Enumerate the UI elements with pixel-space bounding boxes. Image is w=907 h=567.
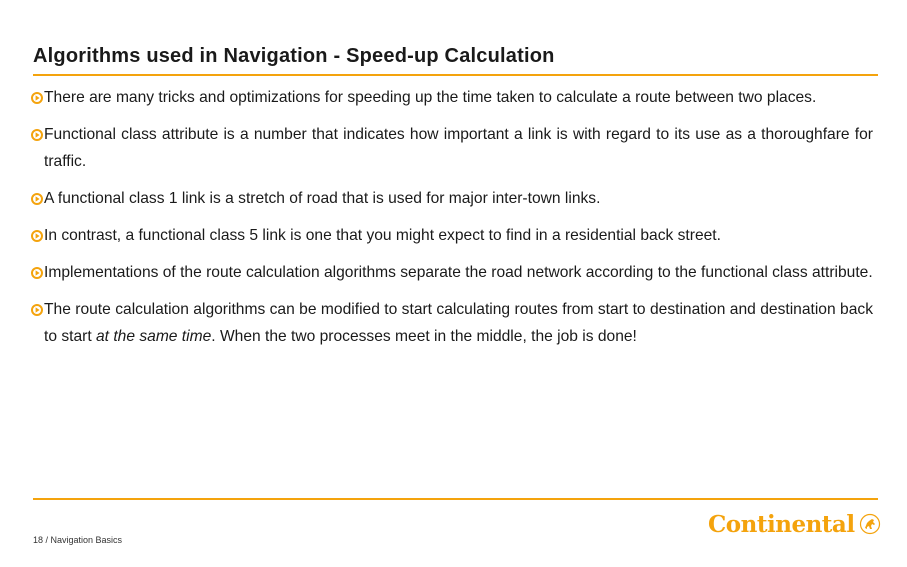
bullet-text: In contrast, a functional class 5 link is one that you might expect to find in a residential back street. [44, 227, 721, 244]
horse-emblem-icon [859, 513, 881, 535]
bullet-item [31, 222, 873, 249]
bullet-text [44, 301, 873, 345]
bullet-item [31, 185, 873, 212]
bullet-list [31, 84, 873, 350]
circled-play-icon [31, 92, 43, 104]
footer-divider [33, 498, 878, 500]
circled-play-icon [31, 230, 43, 242]
bullet-text: There are many tricks and optimizations for speeding up the time taken to calculate a route between two places. [44, 89, 817, 106]
brand-logo [708, 509, 881, 539]
bullet-text-part: . When the two processes meet in the middle, the job is done! [211, 328, 637, 345]
bullet-item [31, 296, 873, 350]
bullet-item [31, 121, 873, 175]
bullet-emphasis: at the same time [96, 328, 212, 345]
bullet-item [31, 259, 873, 286]
bullet-item [31, 84, 873, 111]
brand-wordmark: Continental [708, 510, 855, 538]
circled-play-icon [31, 129, 43, 141]
bullet-text: A functional class 1 link is a stretch of road that is used for major inter-town links. [44, 190, 601, 207]
circled-play-icon [31, 193, 43, 205]
page-title: Algorithms used in Navigation - Speed-up Calculation [33, 45, 555, 67]
circled-play-icon [31, 304, 43, 316]
bullet-text: Functional class attribute is a number that indicates how important a link is with regard to its use as a thoroughfare for traffic. [44, 126, 873, 170]
circled-play-icon [31, 267, 43, 279]
bullet-text: Implementations of the route calculation algorithms separate the road network according to the functional class attribute. [44, 264, 873, 281]
title-divider [33, 74, 878, 76]
footer-page-label: 18 / Navigation Basics [33, 535, 123, 545]
bullet-text-part: The route calculation algorithms can be modified to start calculating routes from start to destination and destination back to start [44, 301, 873, 345]
